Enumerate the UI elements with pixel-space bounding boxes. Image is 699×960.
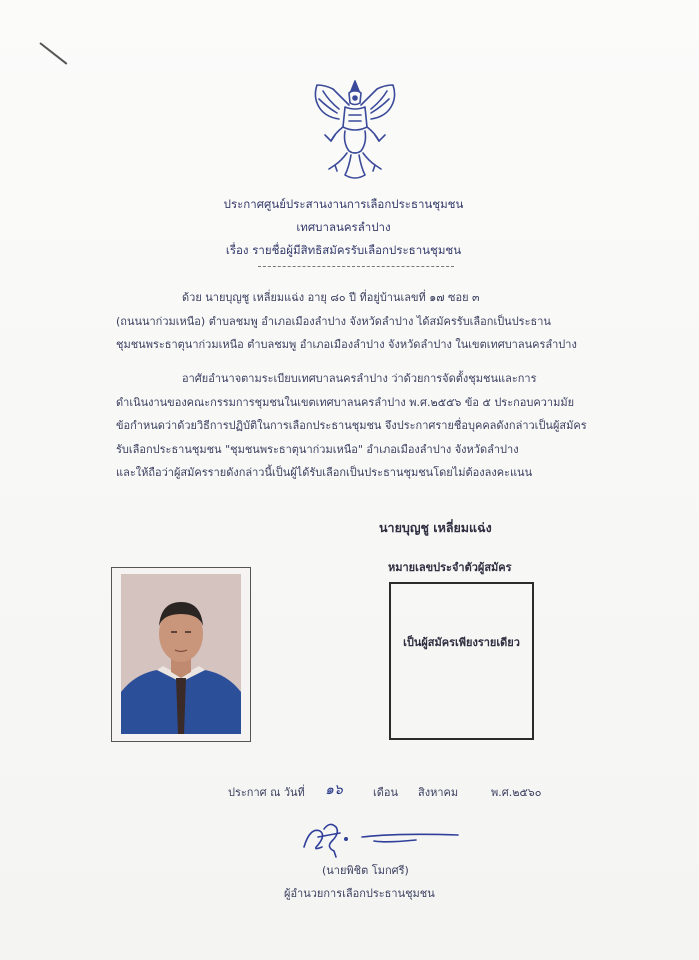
header-line-2: เทศบาลนครลำปาง: [296, 220, 391, 234]
date-month-label: เดือน: [373, 786, 399, 799]
paragraph-line: ด้วย นายบุญชู เหลี่ยมแฉ่ง อายุ ๘๐ ปี ที่อยู่บ้านเลขที่ ๑๗ ซอย ๓: [182, 291, 480, 304]
portrait-image: [121, 574, 241, 734]
candidate-photo: [111, 567, 251, 742]
candidate-name: นายบุญชู เหลี่ยมแฉ่ง: [379, 520, 492, 535]
pen-mark: [39, 42, 67, 65]
candidate-number-text: เป็นผู้สมัครเพียงรายเดียว: [403, 636, 520, 649]
garuda-emblem: [305, 75, 405, 185]
date-month: สิงหาคม: [418, 786, 459, 799]
paragraph-line: รับเลือกประธานชุมชน "ชุมชนพระธาตุนาก่วมเหนือ" อำเภอเมืองลำปาง จังหวัดลำปาง: [116, 442, 519, 456]
paragraph-line: ข้อกำหนดว่าด้วยวิธีการปฏิบัติในการเลือกประธานชุมชน จึงประกาศรายชื่อบุคคลดังกล่าวเป็นผู้สมัคร: [116, 419, 587, 432]
dashed-divider: [258, 266, 454, 267]
candidate-number-label: หมายเลขประจำตัวผู้สมัคร: [388, 561, 512, 574]
header-line-1: ประกาศศูนย์ประสานงานการเลือกประธานชุมชน: [223, 197, 464, 211]
paragraph-line: อาศัยอำนาจตามระเบียบเทศบาลนครลำปาง ว่าด้วยการจัดตั้งชุมชนและการ: [182, 372, 537, 385]
paragraph-1: [116, 286, 636, 357]
header-subject: เรื่อง รายชื่อผู้มีสิทธิสมัครรับเลือกประธานชุมชน: [225, 243, 462, 257]
signer-name: (นายพิชิต โมกศรี): [322, 864, 409, 877]
signer-title: ผู้อำนวยการเลือกประธานชุมชน: [284, 887, 435, 900]
paragraph-line: และให้ถือว่าผู้สมัครรายดังกล่าวนี้เป็นผู้ได้รับเลือกเป็นประธานชุมชนโดยไม่ต้องลงคะแนน: [116, 466, 533, 479]
paragraph-line: (ถนนนาก่วมเหนือ) ตำบลชมพู อำเภอเมืองลำปาง จังหวัดลำปาง ได้สมัครรับเลือกเป็นประธาน: [116, 314, 551, 328]
date-prefix: ประกาศ ณ วันที่: [228, 786, 305, 799]
candidate-number-box: [389, 582, 534, 740]
paragraph-line: ชุมชนพระธาตุนาก่วมเหนือ ตำบลชมพู อำเภอเมืองลำปาง จังหวัดลำปาง ในเขตเทศบาลนครลำปาง: [116, 338, 577, 351]
paragraph-line: ดำเนินงานของคณะกรรมการชุมชนในเขตเทศบาลนครลำปาง พ.ศ.๒๕๕๖ ข้อ ๕ ประกอบความมัย: [116, 395, 575, 409]
date-year: พ.ศ.๒๕๖๐: [491, 786, 542, 799]
handwritten-signature: [296, 817, 466, 861]
date-day: ๑๖: [325, 782, 343, 798]
paragraph-2: [116, 367, 636, 485]
